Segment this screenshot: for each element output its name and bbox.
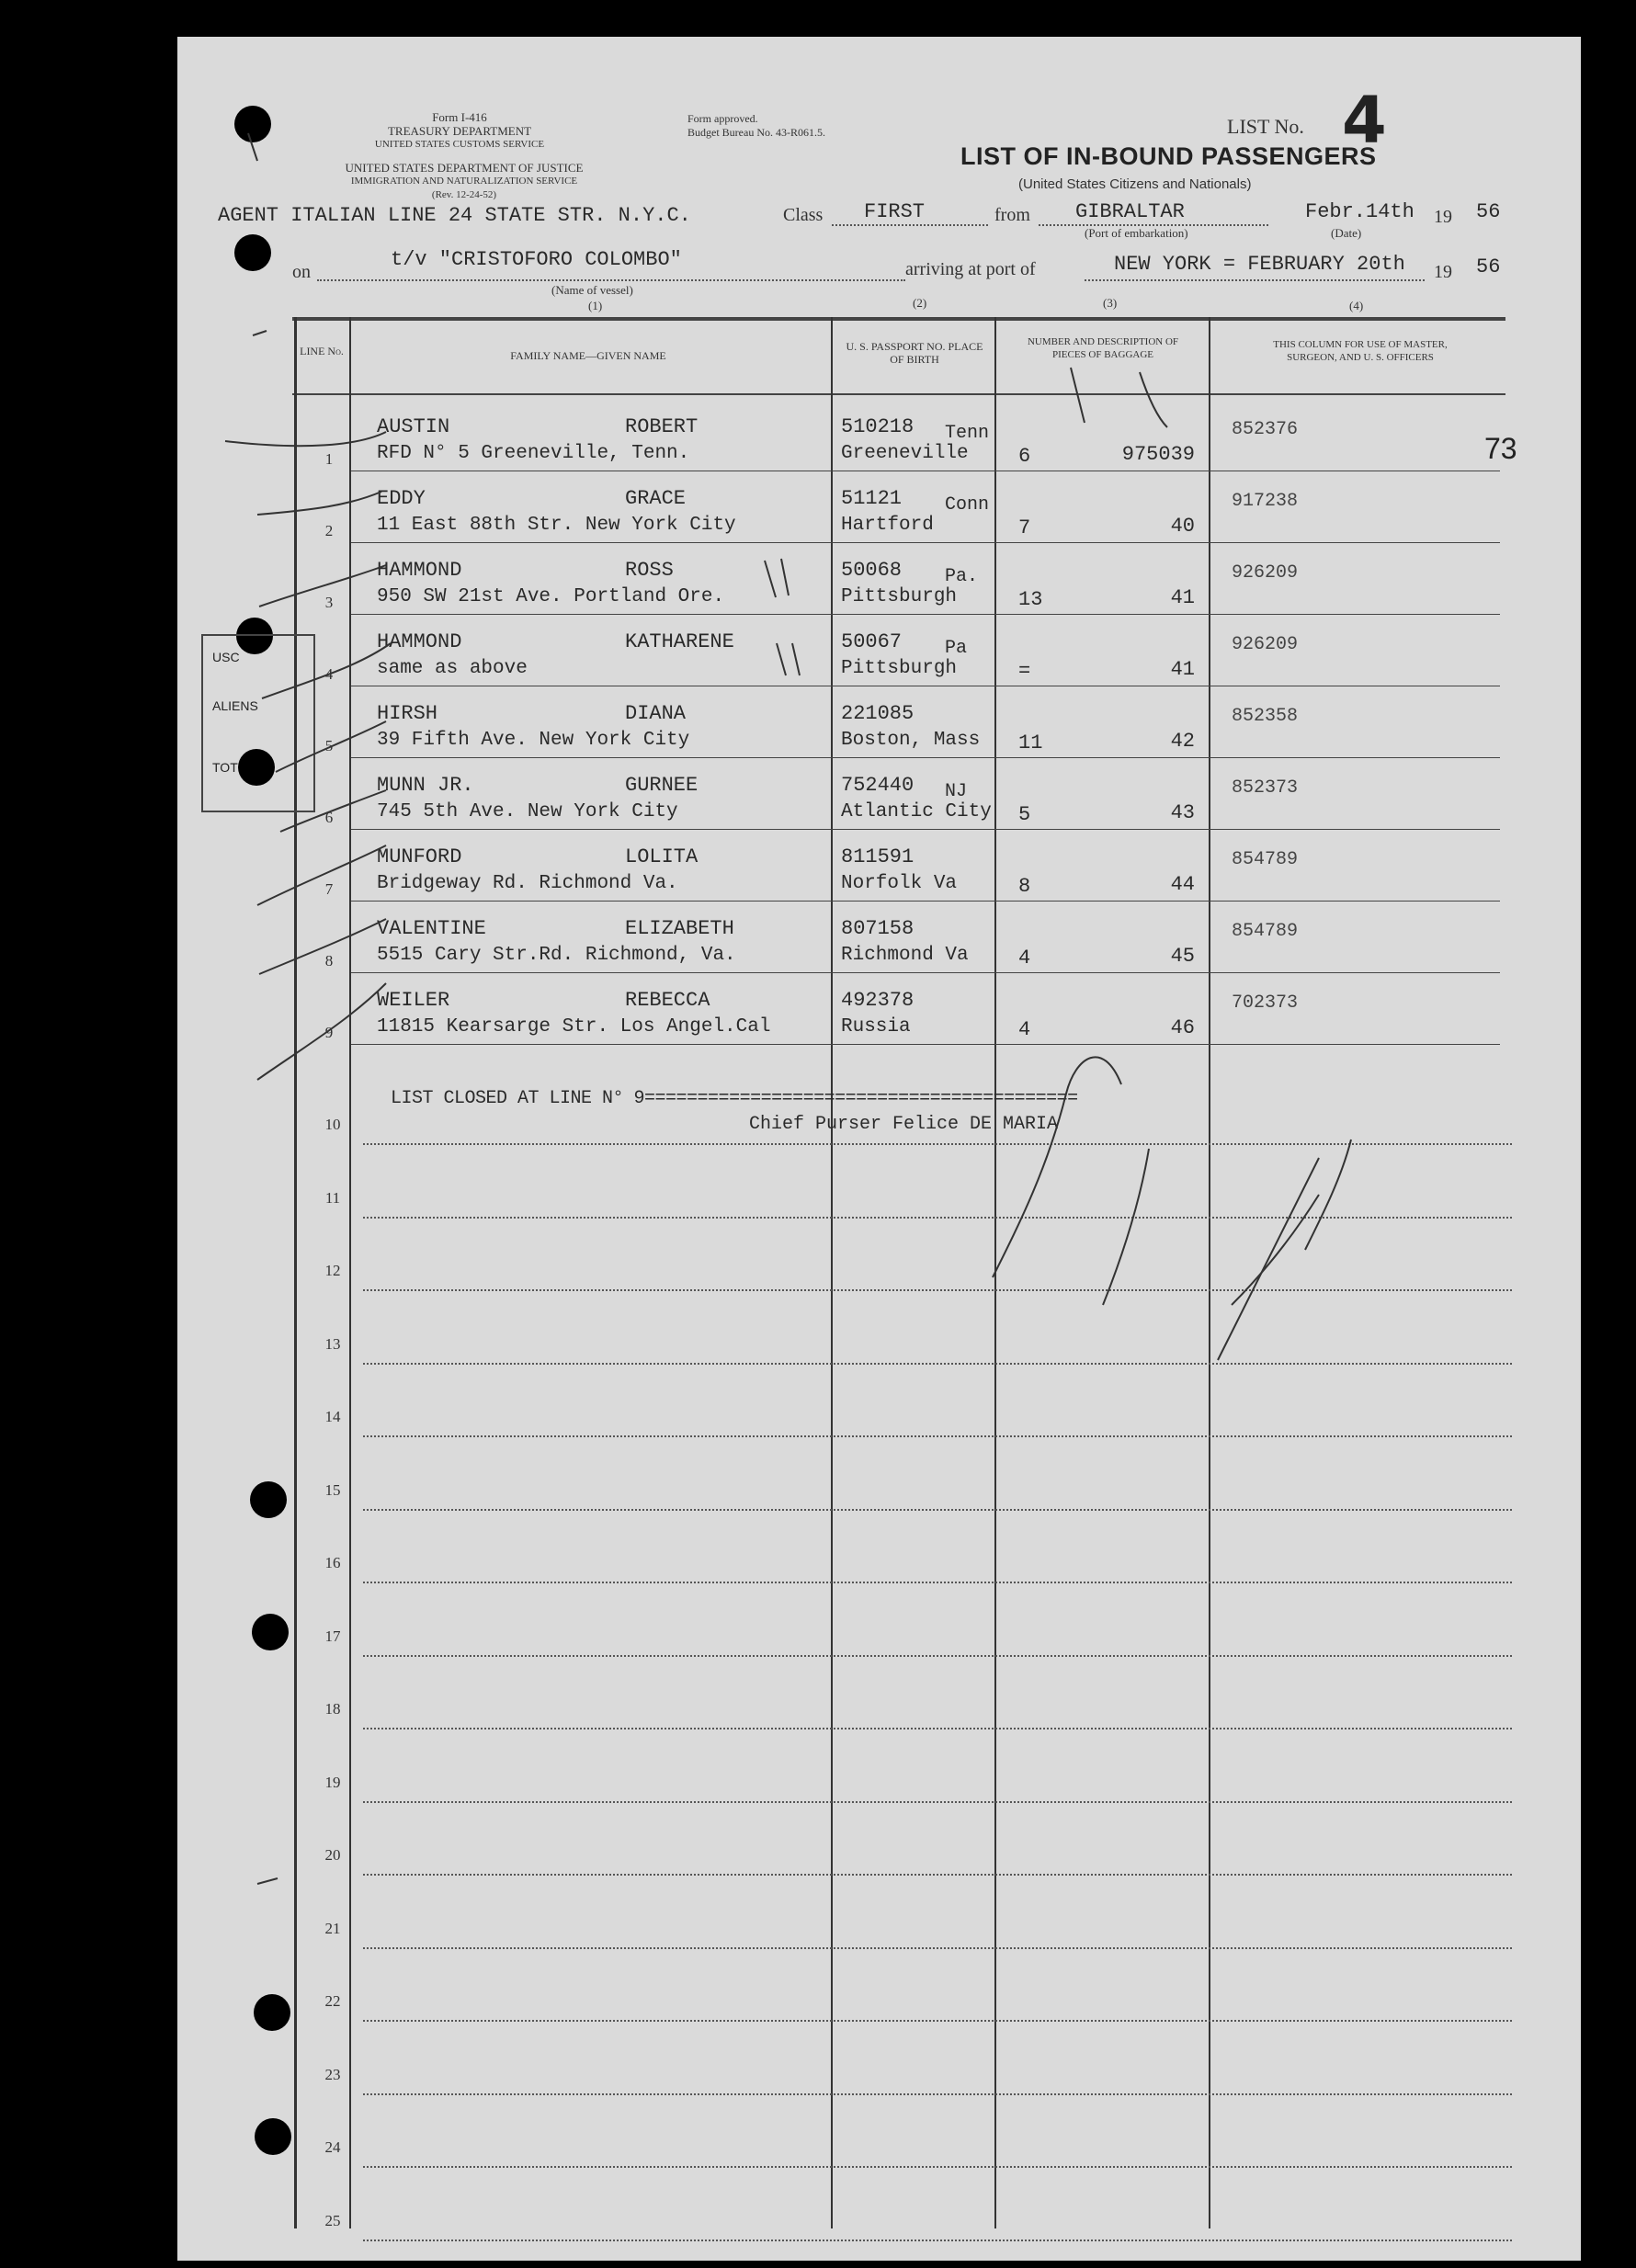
birth-state: NJ	[945, 781, 968, 802]
line-number: 19	[324, 1773, 341, 1791]
baggage-count: 13	[1018, 588, 1043, 611]
line-number: 7	[324, 880, 334, 898]
family-name: HAMMOND	[377, 630, 462, 653]
line-number: 17	[324, 1627, 341, 1645]
address: 39 Fifth Ave. New York City	[377, 730, 690, 751]
address: 11815 Kearsarge Str. Los Angel.Cal	[377, 1016, 771, 1038]
baggage-number: 46	[1170, 1016, 1195, 1039]
baggage-number: 41	[1170, 586, 1195, 609]
family-name: AUSTIN	[377, 415, 450, 438]
col-num-4: (4)	[1349, 299, 1364, 312]
birthplace: Russia	[841, 1016, 911, 1038]
line-number: 15	[324, 1480, 341, 1499]
passport-number: 510218	[841, 415, 915, 438]
col-head-baggage: NUMBER AND DESCRIPTION OF PIECES OF BAGGAGE	[1027, 336, 1179, 360]
birthplace: Greeneville	[841, 443, 969, 464]
given-name: ROBERT	[625, 415, 699, 438]
arriving-label: arriving at port of	[905, 259, 1036, 279]
given-name: GRACE	[625, 487, 687, 510]
family-name: HAMMOND	[377, 559, 462, 582]
family-name: WEILER	[377, 989, 450, 1012]
officer-code: 926209	[1232, 634, 1299, 655]
birth-state: Conn	[945, 494, 990, 516]
officer-code: 852358	[1232, 706, 1299, 727]
passport-number: 492378	[841, 989, 915, 1012]
budget-bureau: Budget Bureau No. 43-R061.5.	[687, 126, 825, 139]
revision: (Rev. 12-24-52)	[431, 189, 497, 200]
line-number: 18	[324, 1700, 341, 1718]
officer-code: 854789	[1232, 849, 1299, 870]
baggage-count: 4	[1018, 1018, 1031, 1041]
officer-code: 852373	[1232, 777, 1299, 799]
given-name: GURNEE	[625, 774, 699, 797]
baggage-count: 11	[1018, 731, 1043, 754]
on-label: on	[292, 262, 311, 282]
stamp-line-tot: TOT	[212, 760, 238, 775]
date-year: 56	[1476, 200, 1501, 223]
birthplace: Richmond Va	[841, 945, 969, 966]
col-head-name: FAMILY NAME—GIVEN NAME	[510, 349, 666, 362]
from-label: from	[994, 205, 1030, 225]
line-number: 12	[324, 1262, 341, 1279]
birth-state: Pa.	[945, 566, 979, 587]
list-no-label: LIST No.	[1227, 115, 1304, 138]
arrival-value: NEW YORK = FEBRUARY 20th	[1114, 253, 1405, 276]
date-caption: (Date)	[1331, 226, 1362, 240]
line-number: 6	[324, 809, 334, 826]
baggage-number: 975039	[1121, 443, 1195, 466]
class-label: Class	[783, 205, 824, 225]
passport-number: 811591	[841, 845, 915, 868]
officer-code: 917238	[1232, 491, 1299, 512]
margin-number: 73	[1484, 432, 1517, 465]
family-name: HIRSH	[377, 702, 438, 725]
given-name: ELIZABETH	[625, 917, 734, 940]
given-name: LOLITA	[625, 845, 699, 868]
family-name: MUNFORD	[377, 845, 462, 868]
family-name: VALENTINE	[377, 917, 486, 940]
line-number: 24	[324, 2138, 341, 2156]
line-number: 16	[324, 1554, 341, 1571]
given-name: REBECCA	[625, 989, 710, 1012]
officer-code: 702373	[1232, 992, 1299, 1014]
passport-number: 50067	[841, 630, 903, 653]
line-number: 10	[324, 1116, 341, 1133]
baggage-count: =	[1018, 660, 1031, 683]
col-num-2: (2)	[913, 296, 927, 310]
line-number: 8	[324, 952, 334, 970]
line-number: 4	[324, 665, 334, 683]
vessel-name: t/v "CRISTOFORO COLOMBO"	[391, 248, 682, 271]
officer-code: 854789	[1232, 921, 1299, 942]
birthplace: Boston, Mass	[841, 730, 981, 751]
family-name: MUNN JR.	[377, 774, 474, 797]
baggage-count: 4	[1018, 947, 1031, 970]
passport-number: 50068	[841, 559, 903, 582]
arrival-year: 56	[1476, 255, 1501, 278]
line-number: 3	[324, 594, 334, 611]
stamp-line-usc: USC	[212, 650, 240, 664]
given-name: ROSS	[625, 559, 674, 582]
list-closed-line: LIST CLOSED AT LINE N° 9=========================================	[391, 1088, 1078, 1109]
treasury-dept: TREASURY DEPARTMENT	[387, 124, 532, 138]
page-subtitle: (United States Citizens and Nationals)	[1018, 176, 1252, 192]
col-head-passport: U. S. PASSPORT NO. PLACE OF BIRTH	[846, 340, 983, 366]
officer-code: 926209	[1232, 562, 1299, 584]
col-num-3: (3)	[1103, 296, 1118, 310]
birth-state: Pa	[945, 638, 968, 659]
date-year-prefix: 19	[1434, 207, 1452, 227]
passport-number: 221085	[841, 702, 915, 725]
line-number: 13	[324, 1334, 341, 1353]
birthplace: Pittsburgh	[841, 586, 958, 607]
line-number: 1	[324, 450, 334, 468]
line-number: 20	[324, 1846, 341, 1864]
officer-code: 852376	[1232, 419, 1299, 440]
baggage-number: 42	[1170, 730, 1195, 753]
address: same as above	[377, 658, 528, 679]
class-value: FIRST	[864, 200, 926, 223]
baggage-number: 45	[1170, 945, 1195, 968]
vessel-caption: (Name of vessel)	[551, 283, 633, 297]
col-head-line-no: LINE No.	[300, 345, 344, 357]
address: RFD N° 5 Greeneville, Tenn.	[377, 443, 690, 464]
stamp-line-aliens: ALIENS	[212, 698, 258, 713]
doj-title: UNITED STATES DEPARTMENT OF JUSTICE	[345, 161, 584, 175]
line-number: 23	[324, 2065, 341, 2083]
line-number: 2	[324, 522, 334, 539]
form-number: Form I-416	[432, 110, 487, 124]
customs-service: UNITED STATES CUSTOMS SERVICE	[374, 139, 545, 150]
baggage-count: 8	[1018, 875, 1031, 898]
birthplace: Hartford	[841, 515, 934, 536]
baggage-number: 41	[1170, 658, 1195, 681]
given-name: KATHARENE	[625, 630, 734, 653]
line-number: 5	[324, 737, 334, 754]
baggage-number: 44	[1170, 873, 1195, 896]
baggage-count: 6	[1018, 445, 1031, 468]
date-value: Febr.14th	[1305, 200, 1414, 223]
baggage-count: 7	[1018, 516, 1031, 539]
birthplace: Atlantic City	[841, 801, 992, 822]
baggage-number: 43	[1170, 801, 1195, 824]
line-number: 25	[324, 2211, 341, 2229]
ins-title: IMMIGRATION AND NATURALIZATION SERVICE	[350, 176, 578, 187]
col-head-officers: THIS COLUMN FOR USE OF MASTER, SURGEON, AND U. S. OFFICERS	[1273, 339, 1448, 363]
arrival-year-prefix: 19	[1434, 262, 1452, 282]
address: 745 5th Ave. New York City	[377, 801, 678, 822]
port-caption: (Port of embarkation)	[1085, 226, 1188, 240]
address: 11 East 88th Str. New York City	[377, 515, 736, 536]
from-value: GIBRALTAR	[1075, 200, 1185, 223]
agent-line: AGENT ITALIAN LINE 24 STATE STR. N.Y.C.	[218, 204, 691, 227]
address: 950 SW 21st Ave. Portland Ore.	[377, 586, 725, 607]
line-number: 21	[324, 1919, 341, 1937]
given-name: DIANA	[625, 702, 687, 725]
passport-number: 807158	[841, 917, 915, 940]
passport-number: 752440	[841, 774, 915, 797]
address: 5515 Cary Str.Rd. Richmond, Va.	[377, 945, 736, 966]
baggage-count: 5	[1018, 803, 1031, 826]
birth-state: Tenn	[945, 423, 990, 444]
address: Bridgeway Rd. Richmond Va.	[377, 873, 678, 894]
birthplace: Norfolk Va	[841, 873, 958, 894]
col-num-1: (1)	[588, 299, 603, 312]
line-number: 22	[324, 1992, 341, 2010]
line-number: 9	[324, 1024, 334, 1041]
page-title: LIST OF IN-BOUND PASSENGERS	[960, 142, 1377, 170]
passport-number: 51121	[841, 487, 903, 510]
baggage-number: 40	[1170, 515, 1195, 538]
purser-signature: Chief Purser Felice DE MARIA	[749, 1114, 1059, 1135]
family-name: EDDY	[377, 487, 426, 510]
form-approved: Form approved.	[687, 112, 758, 125]
list-no-value: 4	[1342, 83, 1387, 158]
birthplace: Pittsburgh	[841, 658, 958, 679]
line-number: 11	[324, 1188, 341, 1207]
line-number: 14	[324, 1408, 341, 1425]
